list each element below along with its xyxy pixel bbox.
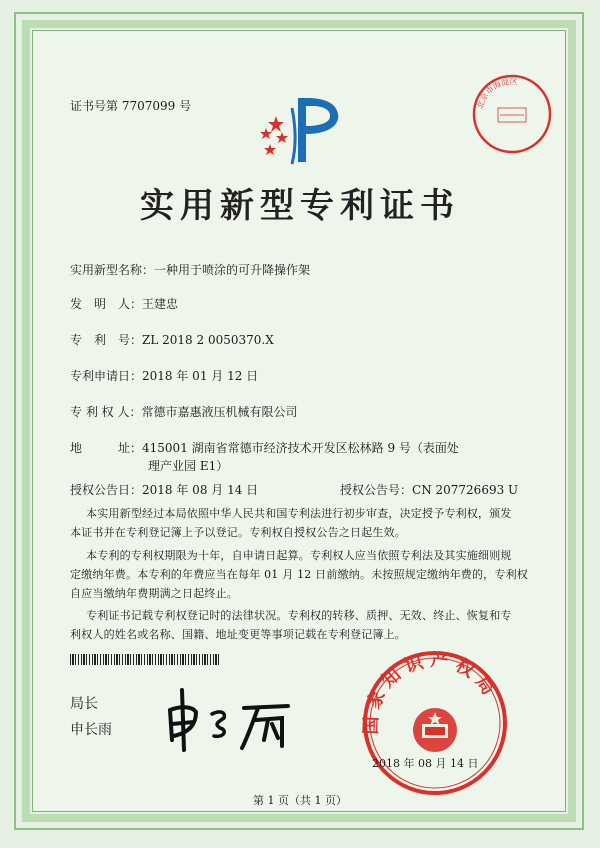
- utility-model-name-value: 一种用于喷涂的可升降操作架: [154, 263, 311, 277]
- grant-number-label: 授权公告号：: [340, 483, 413, 497]
- inventor-row: [70, 296, 178, 312]
- address-label: 地 址：: [70, 441, 143, 455]
- utility-model-name-label: 实用新型名称：: [70, 263, 155, 277]
- patentee-label: 专 利 权 人：: [70, 405, 142, 419]
- address-row: [70, 440, 459, 456]
- agency-seal-icon: [470, 72, 554, 156]
- paragraph-line: 定缴纳年费。本专利的年费应当在每年 01 月 12 日前缴纳。未按照规定缴纳年费的，专利权: [70, 568, 528, 581]
- utility-model-name-row: [70, 262, 310, 278]
- patent-number-row: [70, 332, 274, 348]
- paragraph-line: 利权人的姓名或名称、国籍、地址变更等事项记载在专利登记簿上。: [70, 628, 406, 641]
- paragraph-line: 自应当缴纳年费期满之日起终止。: [70, 587, 238, 600]
- page-footer: 第 1 页（共 1 页）: [253, 794, 347, 807]
- paragraph-line: 本证书并在专利登记簿上予以登记。专利权自授权公告之日起生效。: [70, 526, 406, 539]
- signature-image: [160, 680, 310, 760]
- paragraph-line: 本专利的专利权期限为十年，自申请日起算。专利权人应当依照专利法及其实施细则规: [86, 549, 512, 562]
- paragraph-line: 本实用新型经过本局依照中华人民共和国专利法进行初步审查，决定授予专利权，颁发: [86, 507, 512, 520]
- application-date-label: 专利申请日：: [70, 369, 143, 383]
- cnipa-logo-icon: [252, 88, 348, 168]
- certificate-number-value: 7707099: [121, 99, 176, 113]
- grant-date-label: 授权公告日：: [70, 483, 143, 497]
- inventor-label: 发 明 人：: [70, 297, 143, 311]
- patentee-value: 常德市嘉惠液压机械有限公司: [141, 405, 298, 419]
- application-date-value: 2018 年 01 月 12 日: [142, 369, 259, 383]
- address-value-line-2: 理产业园 E1）: [148, 459, 229, 473]
- application-date-row: [70, 368, 258, 384]
- grant-number-row: [340, 482, 518, 498]
- patent-number-label: 专 利 号：: [70, 333, 143, 347]
- director-title: 局长: [70, 696, 98, 712]
- address-value-line-1: 415001 湖南省常德市经济技术开发区松林路 9 号（表面处: [142, 441, 459, 455]
- patentee-row: [70, 404, 297, 420]
- cnipa-seal-icon: [360, 648, 510, 798]
- seal-text: 国家知识产权局: [360, 649, 503, 735]
- inventor-value: 王建忠: [142, 297, 179, 311]
- grant-date-value: 2018 年 08 月 14 日: [142, 483, 259, 497]
- barcode: [70, 654, 220, 665]
- certificate-title: 实用新型专利证书: [140, 186, 460, 226]
- grant-date-row: [70, 482, 258, 498]
- paragraph-line: 专利证书记载专利权登记时的法律状况。专利权的转移、质押、无效、终止、恢复和专: [86, 609, 512, 622]
- certificate-number-label: 证书号第: [70, 99, 119, 113]
- seal-date: 2018 年 08 月 14 日: [372, 757, 479, 770]
- patent-number-value: ZL 2018 2 0050370.X: [142, 333, 274, 347]
- grant-number-value: CN 207726693 U: [412, 483, 519, 497]
- certificate-number: [70, 98, 191, 114]
- director-name: 申长雨: [70, 722, 112, 738]
- agency-seal-text: 北京市海淀区: [475, 76, 518, 110]
- certificate-number-suffix: 号: [179, 99, 192, 113]
